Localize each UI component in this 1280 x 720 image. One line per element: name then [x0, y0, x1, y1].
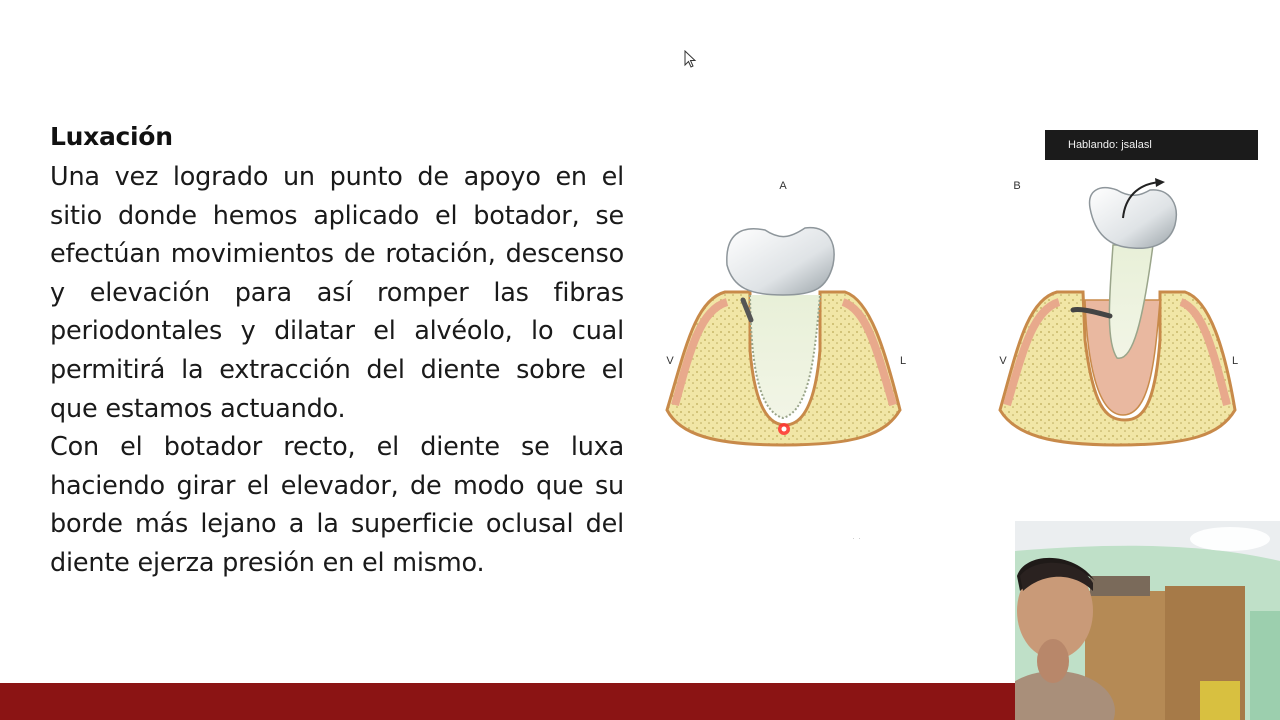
label-v-a: V	[666, 355, 674, 367]
slide-title: Luxación	[50, 122, 173, 151]
decorative-dots: ··	[852, 533, 864, 543]
paragraph-2: Con el botador recto, el diente se luxa haciendo girar el elevador, de modo que su borde más lejano a la superficie oclusal del diente ejerza presión en el mismo.	[50, 432, 624, 578]
slide-body	[50, 158, 624, 583]
label-l-a: L	[899, 355, 907, 367]
label-v-b: V	[999, 355, 1007, 367]
mouse-pointer-icon	[684, 50, 698, 75]
speaking-indicator: Hablando: jsalasl	[1045, 130, 1258, 160]
figure-b	[1000, 178, 1235, 445]
label-b: B	[1013, 180, 1021, 192]
webcam-video-feed[interactable]	[1015, 521, 1280, 720]
paragraph-1: Una vez logrado un punto de apoyo en el sitio donde hemos aplicado el botador, se efectúan movimientos de rotación, descenso y elevación para así romper las fibras periodontales y dilatar el alvéolo, lo cual permitirá la extracción del diente sobre el que estamos actuando.	[50, 162, 624, 424]
label-l-b: L	[1231, 355, 1239, 367]
figure-a	[667, 228, 900, 445]
tooth-luxation-figure	[655, 170, 1255, 460]
label-a: A	[779, 180, 787, 192]
